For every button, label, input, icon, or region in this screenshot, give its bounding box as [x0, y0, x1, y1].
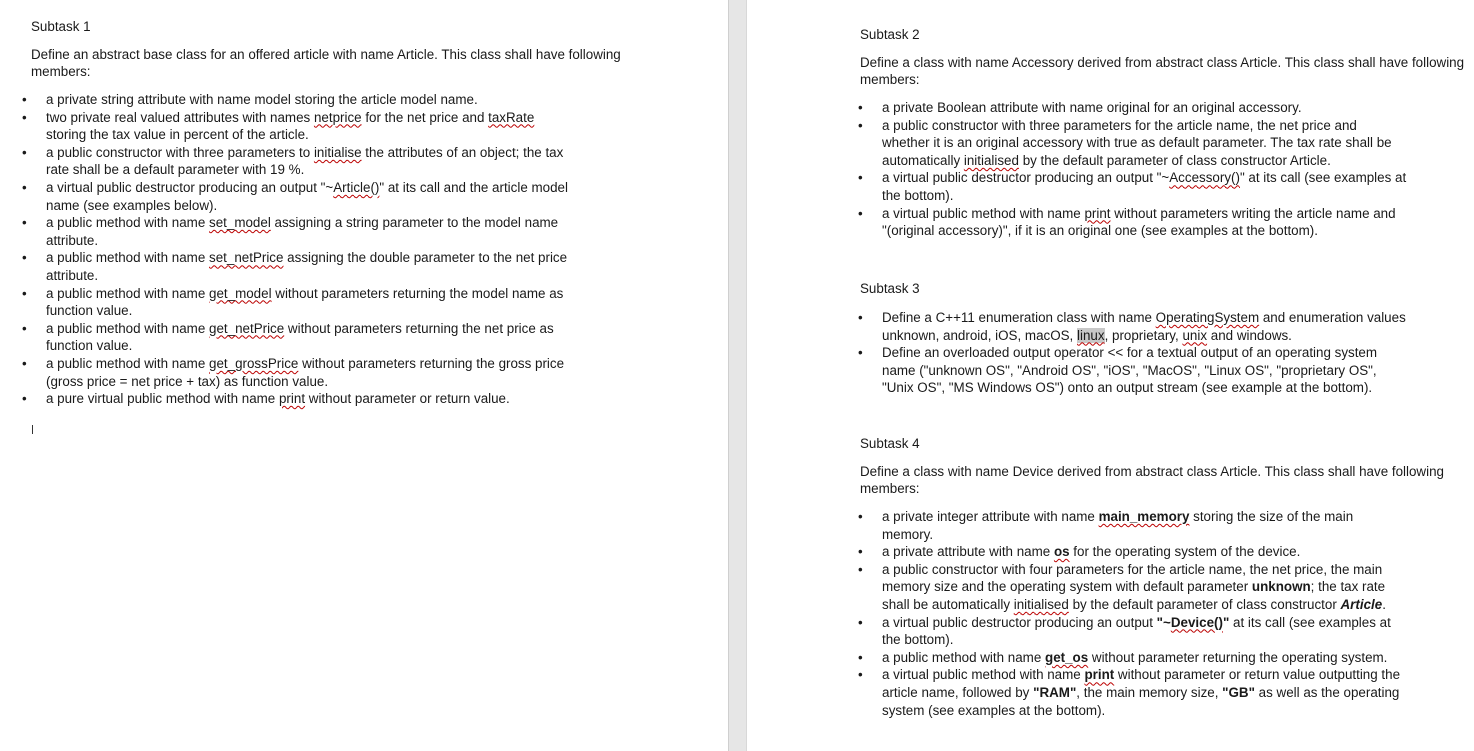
subtask-2-intro: Define a class with name Accessory derived from abstract class Article. This class shall have following members:	[860, 55, 1465, 87]
subtask-1-intro: Define an abstract base class for an offered article with name Article. This class shall have following members:	[31, 47, 621, 79]
subtask-4-list	[836, 508, 1470, 719]
bullet-icon: •	[22, 250, 27, 266]
list-item: • a public method with name get_grossPrice without parameters returning the gross price (gross price = net price + tax) as function value.	[22, 355, 565, 389]
subtask-2-section	[860, 26, 1470, 240]
bullet-icon: •	[858, 561, 863, 577]
bullet-icon: •	[858, 614, 863, 630]
list-item: • a virtual public method with name print without parameter or return value outputting the article name, followed by "RAM", the main memory size, "GB" as well as the operating system (see examples at the bottom).	[858, 667, 1401, 718]
subtask-1-section	[22, 18, 671, 408]
bullet-icon: •	[22, 92, 27, 107]
list-item: • a private Boolean attribute with name original for an original accessory.	[858, 100, 1302, 115]
bullet-icon: •	[22, 215, 27, 231]
list-item: • a public method with name set_model assigning a string parameter to the model name attribute.	[22, 215, 559, 248]
list-item: • Define an overloaded output operator << for a textual output of an operating system name ("unknown OS", "Android OS", "iOS", "MacOS", "Linux OS", "proprietary OS", "Unix OS", "MS Windows OS") onto an output stream (see example at the bottom).	[858, 345, 1378, 396]
list-item: • a public constructor with three parameters to initialise the attributes of an object; the tax rate shall be a default parameter with 19 %.	[22, 144, 564, 178]
list-item: • a public method with name get_os without parameter returning the operating system.	[858, 649, 1388, 665]
list-item: • two private real valued attributes with names netprice for the net price and taxRate storing the tax value in percent of the article.	[22, 109, 535, 143]
list-item: • a pure virtual public method with name print without parameter or return value.	[22, 391, 510, 407]
bullet-icon: •	[22, 144, 27, 160]
bullet-icon: •	[858, 649, 863, 665]
bullet-icon: •	[22, 179, 27, 195]
list-item: • a virtual public method with name print without parameters writing the article name and "(original accessory)", if it is an original one (see examples at the bottom).	[858, 205, 1396, 239]
bullet-icon: •	[858, 544, 863, 560]
bullet-icon: •	[858, 205, 863, 221]
list-item: • a virtual public destructor producing an output "~Article()" at its call and the article model name (see examples below).	[22, 179, 568, 213]
subtask-2-list	[836, 99, 1470, 240]
page-gutter	[728, 0, 747, 751]
subtask-4-heading: Subtask 4	[860, 436, 920, 451]
list-item: • a private attribute with name os for the operating system of the device.	[858, 544, 1301, 560]
left-page	[0, 0, 728, 751]
subtask-4-section	[860, 435, 1470, 719]
bullet-icon: •	[858, 345, 863, 361]
subtask-4-intro: Define a class with name Device derived from abstract class Article. This class shall have following members:	[860, 464, 1444, 496]
bullet-icon: •	[858, 117, 863, 133]
list-item: • a private string attribute with name model storing the article model name.	[22, 92, 478, 107]
list-item: • a public method with name set_netPrice assigning the double parameter to the net price attribute.	[22, 250, 568, 283]
subtask-1-list	[0, 91, 671, 408]
bullet-icon: •	[22, 391, 27, 407]
list-item: • a public method with name get_model without parameters returning the model name as function value.	[22, 285, 564, 319]
bullet-icon: •	[858, 310, 863, 325]
text-cursor[interactable]	[32, 425, 33, 434]
subtask-3-heading: Subtask 3	[860, 281, 920, 296]
bullet-icon: •	[22, 109, 27, 125]
subtask-2-heading: Subtask 2	[860, 27, 920, 42]
subtask-3-section	[860, 280, 1470, 397]
list-item: • a public constructor with four parameters for the article name, the net price, the main memory size and the operating system with default parameter unknown; the tax rate shall be automatically initialised by the default parameter of class constructor Article.	[858, 561, 1386, 612]
subtask-3-list	[836, 309, 1470, 397]
bullet-icon: •	[858, 509, 863, 524]
right-page	[747, 0, 1474, 751]
bullet-icon: •	[858, 667, 863, 683]
list-item: • a public constructor with three parameters for the article name, the net price and whether it is an original accessory with true as default parameter. The tax rate shall be automatically initialised by the default parameter of class constructor Article.	[858, 117, 1392, 168]
list-item: • a private integer attribute with name main_memory storing the size of the main memory.	[858, 509, 1354, 542]
bullet-icon: •	[22, 355, 27, 371]
list-item: • Define a C++11 enumeration class with name OperatingSystem and enumeration values unknown, android, iOS, macOS, linux, proprietary, unix and windows.	[858, 310, 1406, 343]
bullet-icon: •	[22, 285, 27, 301]
list-item: • a public method with name get_netPrice without parameters returning the net price as function value.	[22, 320, 554, 354]
bullet-icon: •	[858, 170, 863, 186]
list-item: • a virtual public destructor producing an output "~Device()" at its call (see examples at the bottom).	[858, 614, 1391, 648]
bullet-icon: •	[858, 100, 863, 115]
list-item: • a virtual public destructor producing an output "~Accessory()" at its call (see examples at the bottom).	[858, 170, 1407, 203]
subtask-1-heading: Subtask 1	[31, 19, 91, 34]
bullet-icon: •	[22, 320, 27, 336]
